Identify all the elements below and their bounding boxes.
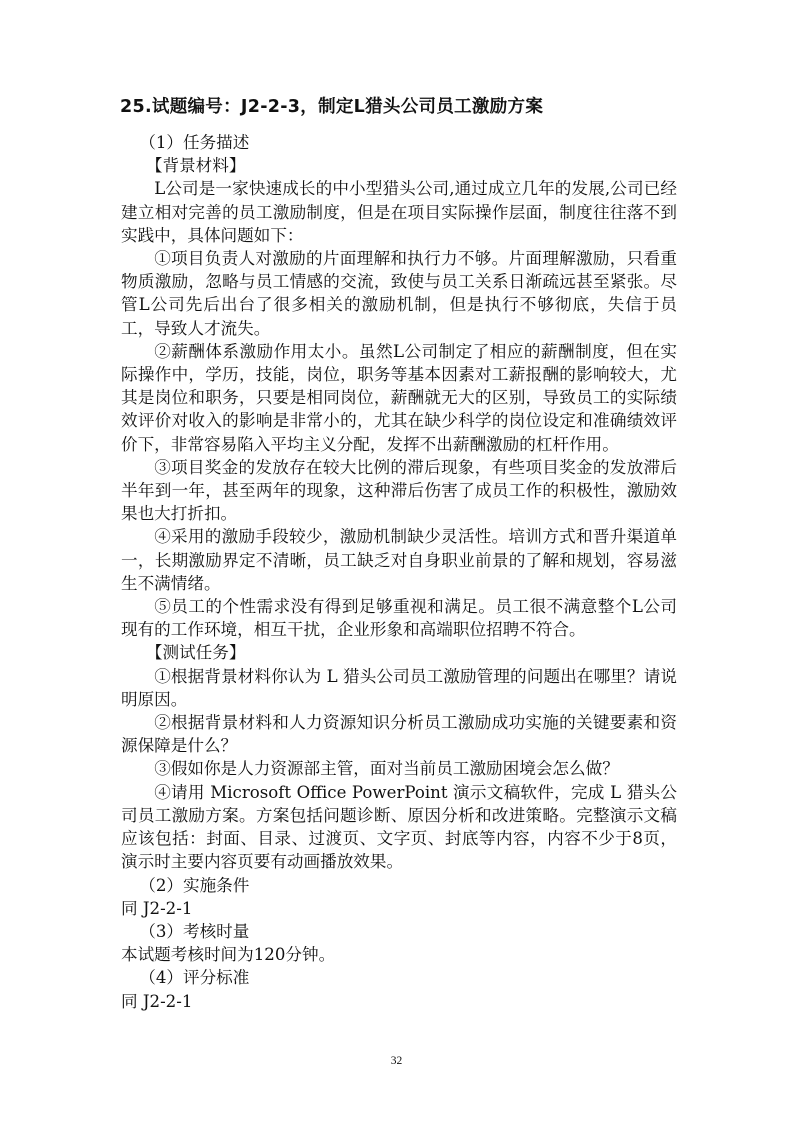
section-heading: （2）实施条件 xyxy=(139,875,250,895)
subsection-heading: 【背景材料】 xyxy=(145,156,246,176)
document-body xyxy=(121,131,677,1013)
page-number: 32 xyxy=(390,1055,403,1067)
paragraph: ②薪酬体系激励作用太小。虽然L公司制定了相应的薪酬制度，但在实际操作中，学历，技能，岗位，职务等基本因素对工薪报酬的影响较大，尤其是岗位和职务，只要是相同岗位，薪酬就无大的区别，导致员工的实际绩效评价对收入的影响是非常小的，尤其在缺少科学的岗位设定和准确绩效评价下，非常容易陷入平均主义分配，发挥不出薪酬激励的杠杆作用。 xyxy=(121,341,677,454)
paragraph: ①根据背景材料你认为 L 猎头公司员工激励管理的问题出在哪里？请说明原因。 xyxy=(121,666,677,709)
paragraph: ⑤员工的个性需求没有得到足够重视和满足。员工很不满意整个L公司现有的工作环境，相互干扰，企业形象和高端职位招聘不符合。 xyxy=(121,597,677,640)
paragraph: ①项目负责人对激励的片面理解和执行力不够。片面理解激励，只看重物质激励，忽略与员工情感的交流，致使与员工关系日渐疏远甚至紧张。尽管L公司先后出台了很多相关的激励机制，但是执行不够彻底，失信于员工，导致人才流失。 xyxy=(121,249,677,338)
paragraph: ③假如你是人力资源部主管，面对当前员工激励困境会怎么做？ xyxy=(154,759,619,779)
paragraph: ④采用的激励手段较少，激励机制缺少灵活性。培训方式和晋升渠道单一，长期激励界定不清晰，员工缺乏对自身职业前景的了解和规划，容易滋生不满情绪。 xyxy=(121,527,677,593)
subsection-heading: 【测试任务】 xyxy=(145,643,246,663)
paragraph: L公司是一家快速成长的中小型猎头公司,通过成立几年的发展,公司已经建立相对完善的员工激励制度，但是在项目实际操作层面，制度往往落不到实践中，具体问题如下： xyxy=(121,179,677,245)
paragraph: 本试题考核时间为120分钟。 xyxy=(121,945,336,965)
paragraph: ③项目奖金的发放存在较大比例的滞后现象，有些项目奖金的发放滞后半年到一年，甚至两年的现象，这种滞后伤害了成员工作的积极性，激励效果也大打折扣。 xyxy=(121,457,677,524)
paragraph: 同 J2-2-1 xyxy=(121,991,193,1011)
page-title: 25.试题编号：J2-2-3，制定L猎头公司员工激励方案 xyxy=(120,97,544,117)
paragraph: ④请用 Microsoft Office PowerPoint 演示文稿软件，完成 L 猎头公司员工激励方案。方案包括问题诊断、原因分析和改进策略。完整演示文稿应该包括：封面、目录、过渡页、文字页、封底等内容，内容不少于8页，演示时主要内容页要有动画播放效果。 xyxy=(121,782,677,872)
paragraph: 同 J2-2-1 xyxy=(121,898,193,918)
paragraph: ②根据背景材料和人力资源知识分析员工激励成功实施的关键要素和资源保障是什么？ xyxy=(121,713,677,756)
section-heading: （1）任务描述 xyxy=(139,133,250,152)
section-heading: （3）考核时量 xyxy=(139,921,250,941)
section-heading: （4）评分标准 xyxy=(139,968,250,988)
